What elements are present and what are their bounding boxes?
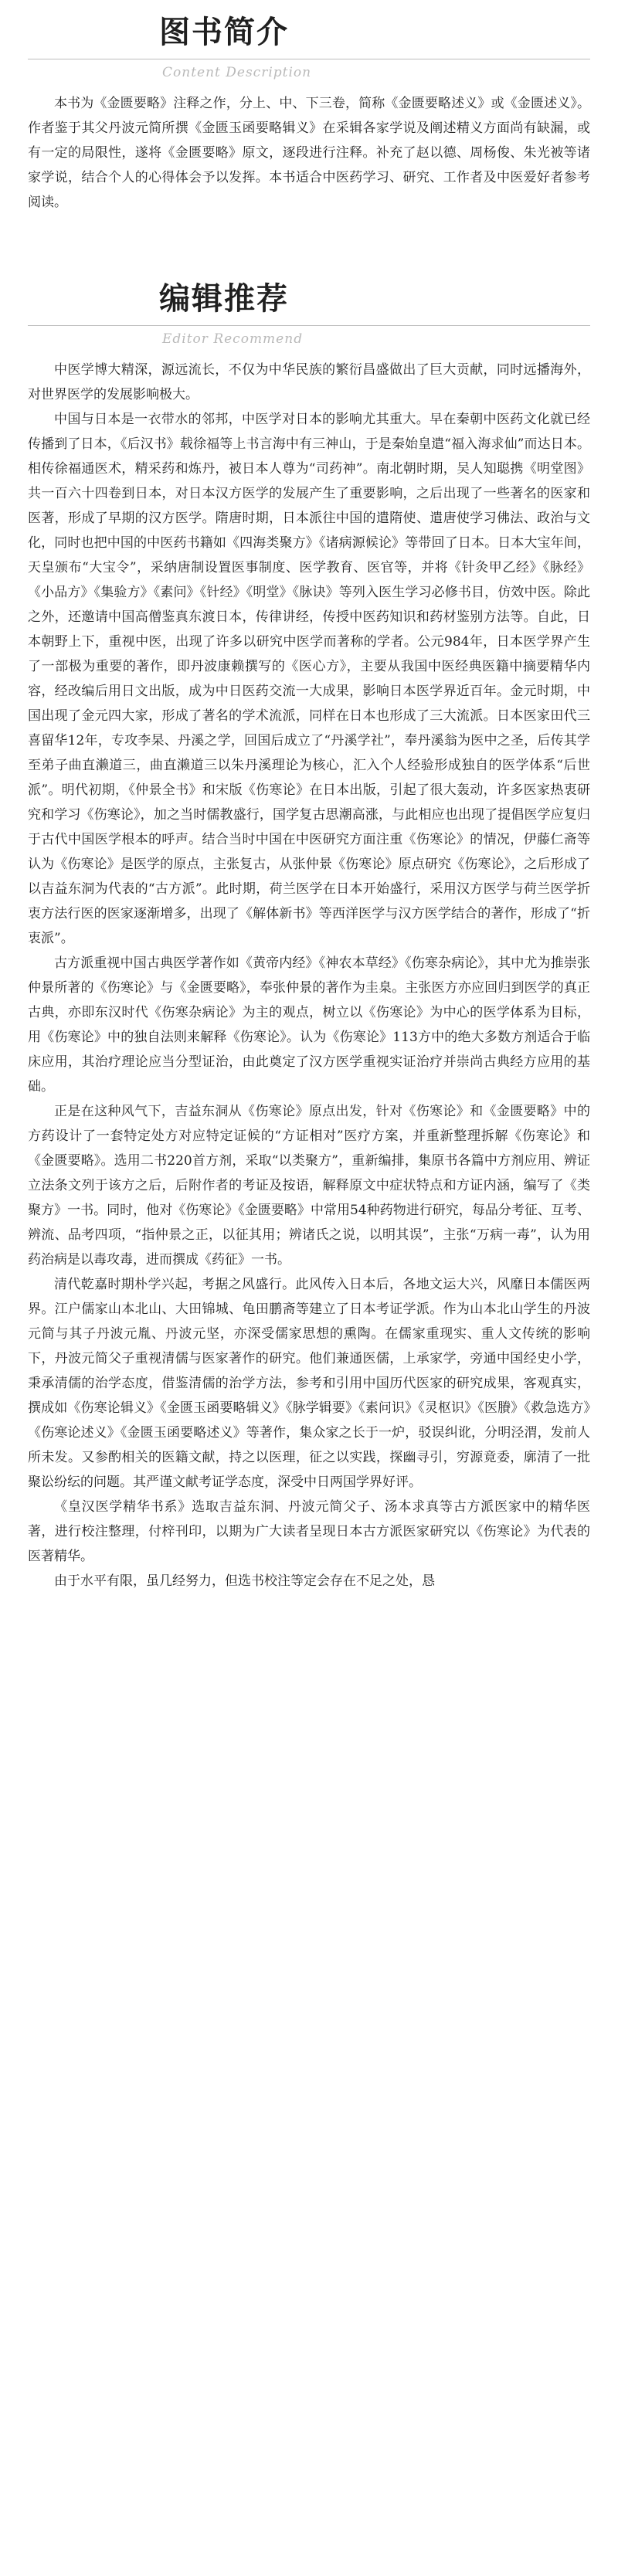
section-subtitle: Editor Recommend <box>162 331 304 347</box>
editor-recommend-section <box>0 266 618 1589</box>
editor-paragraph: 中医学博大精深，源远流长，不仅为中华民族的繁衍昌盛做出了巨大贡献，同时远播海外，对世界医学的发展影响极大。 <box>28 362 590 402</box>
editor-paragraph: 《皇汉医学精华书系》选取吉益东洞、丹波元简父子、汤本求真等古方派医家中的精华医著，进行校注整理，付梓刊印，以期为广大读者呈现日本古方派医家研究以《伤寒论》为代表的医著精华。 <box>28 1499 590 1564</box>
editor-paragraph: 古方派重视中国古典医学著作如《黄帝内经》《神农本草经》《伤寒杂病论》，其中尤为推崇张仲景所著的《伤寒论》与《金匮要略》，奉张仲景的著作为圭臬。主张医方亦应回归到医学的真正古典，亦即东汉时代《伤寒杂病论》为主的观点，树立以《伤寒论》为中心的医学体系为目标，用《伤寒论》中的独自法则来解释《伤寒论》。认为《伤寒论》113方中的绝大多数方剂适合于临床应用，其治疗理论应当分型证治，由此奠定了汉方医学重视实证治疗并崇尚古典经方应用的基础。 <box>28 955 590 1095</box>
section-title <box>147 274 301 318</box>
section-title-text: 编辑推荐 <box>147 281 301 317</box>
intro-body <box>28 91 590 215</box>
editor-paragraph: 清代乾嘉时期朴学兴起，考据之风盛行。此风传入日本后，各地文运大兴，风靡日本儒医两界。江户儒家山本北山、大田锦城、龟田鹏斋等建立了日本考证学派。作为山本北山学生的丹波元简与其子丹波元胤、丹波元坚，亦深受儒家思想的熏陶。在儒家重现实、重人文传统的影响下，丹波元简父子重视清儒与医家著作的研究。他们兼通医儒，上承家学，旁通中国经史小学，秉承清儒的治学态度，借鉴清儒的治学方法，参考和引用中国历代医家的研究成果，客观真实，撰成如《伤寒论辑义》《金匮玉函要略辑义》《脉学辑要》《素问识》《灵枢识》《医賸》《救急选方》《伤寒论述义》《金匮玉函要略述义》等著作，集众家之长于一炉，驳误纠讹，分明泾渭，发前人所未发。又参酌相关的医籍文献，持之以医理，征之以实践，探幽寻引，穷源竟委，廓清了一批聚讼纷纭的问题。其严谨文献考证学态度，深受中日两国学界好评。 <box>28 1277 590 1490</box>
header-divider <box>28 325 590 326</box>
content-description-section <box>0 0 618 210</box>
section-title-text: 图书简介 <box>147 15 301 50</box>
editor-body <box>28 358 590 1593</box>
editor-paragraph: 由于水平有限，虽几经努力，但选书校注等定会存在不足之处，恳 <box>54 1573 435 1589</box>
section-title <box>147 8 301 52</box>
section-header <box>0 266 618 359</box>
section-subtitle: Content Description <box>162 65 312 80</box>
section-header <box>0 0 618 93</box>
editor-paragraph: 中国与日本是一衣带水的邻邦，中医学对日本的影响尤其重大。早在秦朝中医药文化就已经传播到了日本，《后汉书》载徐福等上书言海中有三神山，于是秦始皇遣“福入海求仙”而达日本。相传徐福通医术，精采药和炼丹，被日本人尊为“司药神”。南北朝时期，吴人知聪携《明堂图》共一百六十四卷到日本，对日本汉方医学的发展产生了重要影响，之后出现了一些著名的医家和医著，形成了早期的汉方医学。隋唐时期，日本派往中国的遣隋使、遣唐使学习佛法、政治与文化，同时也把中国的中医药书籍如《四海类聚方》《诸病源候论》等带回了日本。日本大宝年间，天皇颁布“大宝令”，采纳唐制设置医事制度、医学教育、医官等，并将《针灸甲乙经》《脉经》《小品方》《集验方》《素问》《针经》《明堂》《脉诀》等列入医生学习必修书目，仿效中医。除此之外，还邀请中国高僧鉴真东渡日本，传律讲经，传授中医药知识和药材鉴别方法等。自此，日本朝野上下，重视中医，出现了许多以研究中医学而著称的学者。公元984年，日本医学界产生了一部极为重要的著作，即丹波康赖撰写的《医心方》，主要从我国中医经典医籍中摘要精华内容，经改编后用日文出版，成为中日医药交流一大成果，影响日本医学界近百年。金元时期，中国出现了金元四大家，形成了著名的学术流派，同样在日本也形成了三大流派。日本医家田代三喜留华12年，专攻李杲、丹溪之学，回国后成立了“丹溪学社”，奉丹溪翁为医中之圣，后传其学至弟子曲直濑道三，曲直濑道三以朱丹溪理论为核心，汇入个人经验形成独自的医学体系“后世派”。明代初期，《仲景全书》和宋版《伤寒论》在日本出版，引起了很大轰动，许多医家热衷研究和学习《伤寒论》，加之当时儒教盛行，国学复古思潮高涨，与此相应也出现了提倡医学应复归于古代中国医学根本的呼声。结合当时中国在中医研究方面注重《伤寒论》的情况，伊藤仁斋等认为《伤寒论》是医学的原点，主张复古，从张仲景《伤寒论》原点研究《伤寒论》，之后形成了以吉益东洞为代表的“古方派”。此时期，荷兰医学在日本开始盛行，采用汉方医学与荷兰医学折衷方法行医的医家逐渐增多，出现了《解体新书》等西洋医学与汉方医学结合的著作，形成了“折衷派”。 <box>28 412 590 946</box>
intro-paragraph: 本书为《金匮要略》注释之作，分上、中、下三卷，简称《金匮要略述义》或《金匮述义》。作者鉴于其父丹波元简所撰《金匮玉函要略辑义》在采辑各家学说及阐述精义方面尚有缺漏，或有一定的局限性，遂将《金匮要略》原文，逐段进行注释。补充了赵以德、周杨俊、朱光被等诸家学说，结合个人的心得体会予以发挥。本书适合中医药学习、研究、工作者及中医爱好者参考阅读。 <box>28 96 590 210</box>
editor-paragraph: 正是在这种风气下，吉益东洞从《伤寒论》原点出发，针对《伤寒论》和《金匮要略》中的方药设计了一套特定处方对应特定证候的“方证相对”医疗方案，并重新整理拆解《伤寒论》和《金匮要略》。选用二书220首方剂，采取“以类聚方”，重新编排，集原书各篇中方剂应用、辨证立法条文列于该方之后，后附作者的考证及按语，解释原文中症状特点和方证内涵，编写了《类聚方》一书。同时，他对《伤寒论》《金匮要略》中常用54种药物进行研究，每品分考征、互考、辨流、品考四项，“指仲景之正，以征其用；辨诸氏之说，以明其误”，主张“万病一毒”，认为用药治病是以毒攻毒，进而撰成《药征》一书。 <box>28 1104 590 1268</box>
